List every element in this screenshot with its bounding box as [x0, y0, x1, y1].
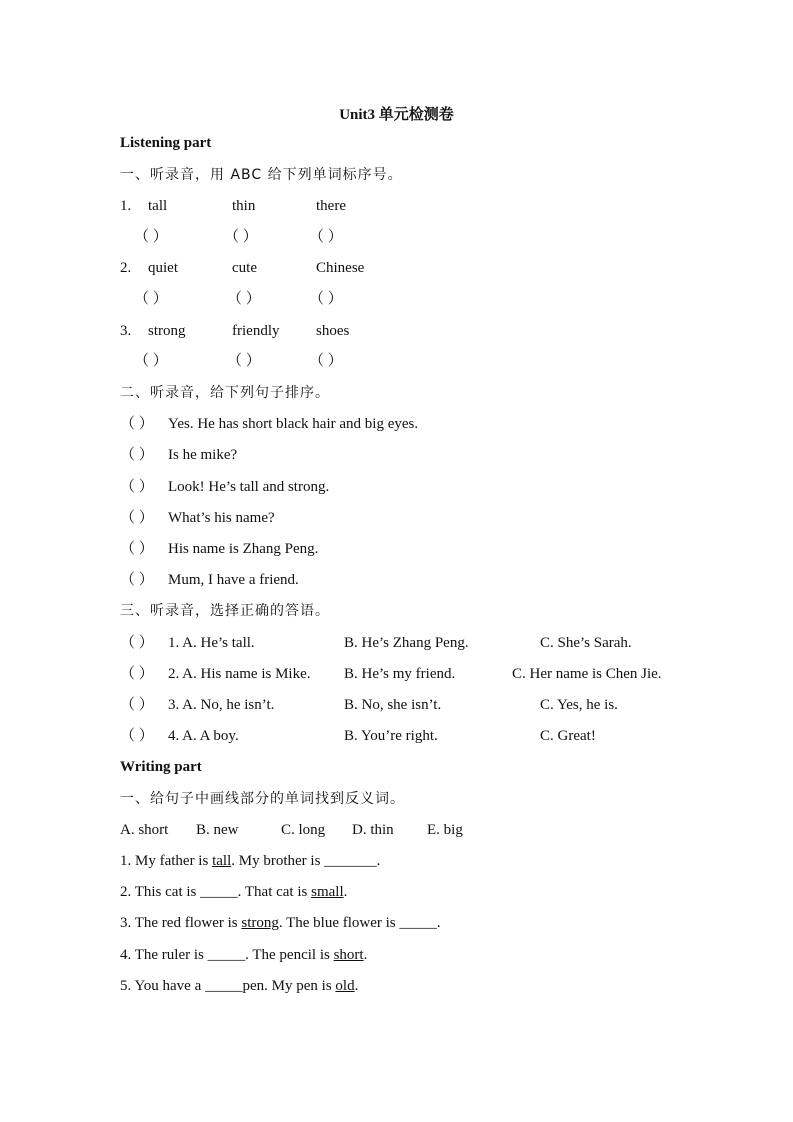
fill-blank[interactable]: _____ — [399, 915, 437, 931]
row-number: 1. — [120, 198, 132, 214]
underlined-word: tall — [212, 853, 232, 869]
word: shoes — [316, 323, 350, 339]
writing-instruction: 一、给句子中画线部分的单词找到反义词。 — [120, 791, 405, 807]
option-b: B. He’s Zhang Peng. — [344, 635, 469, 651]
answer-blank[interactable]: （ ） — [134, 229, 168, 245]
order-blank[interactable]: （ ） — [120, 447, 154, 463]
underlined-word: small — [311, 884, 344, 900]
word: cute — [232, 260, 257, 276]
choice-blank[interactable]: （ ） — [120, 666, 154, 682]
underlined-word: strong — [241, 915, 279, 931]
answer-blank[interactable]: （ ） — [309, 229, 343, 245]
row-number: 2. — [120, 260, 132, 276]
option-c: C. Great! — [540, 728, 596, 744]
option-a: 4. A. A boy. — [168, 728, 239, 744]
word: tall — [148, 198, 168, 214]
writing-heading: Writing part — [120, 759, 202, 775]
answer-blank[interactable]: （ ） — [227, 291, 261, 307]
section1-instruction: 一、听录音，用 ABC 给下列单词标序号。 — [120, 167, 403, 183]
sentence: Yes. He has short black hair and big eyes. — [168, 416, 419, 432]
choice-blank[interactable]: （ ） — [120, 728, 154, 744]
row-number: 3. — [120, 323, 132, 339]
fill-blank[interactable]: _______ — [324, 853, 377, 869]
fill-sentence: 2. This cat is _____. That cat is small. — [120, 884, 348, 900]
sentence: What’s his name? — [168, 510, 275, 526]
option-word: E. big — [427, 822, 463, 838]
word: strong — [148, 323, 186, 339]
answer-blank[interactable]: （ ） — [309, 353, 343, 369]
fill-sentence: 5. You have a _____pen. My pen is old. — [120, 978, 359, 994]
fill-sentence: 3. The red flower is strong. The blue flower is _____. — [120, 915, 441, 931]
listening-heading: Listening part — [120, 135, 212, 151]
option-a: 2. A. His name is Mike. — [168, 666, 311, 682]
answer-blank[interactable]: （ ） — [227, 353, 261, 369]
sentence: His name is Zhang Peng. — [168, 541, 319, 557]
option-b: B. He’s my friend. — [344, 666, 456, 682]
section2-instruction: 二、听录音，给下列句子排序。 — [120, 385, 330, 401]
answer-blank[interactable]: （ ） — [224, 229, 258, 245]
option-b: B. No, she isn’t. — [344, 697, 442, 713]
option-a: 1. A. He’s tall. — [168, 635, 255, 651]
underlined-word: short — [333, 947, 364, 963]
option-c: C. Her name is Chen Jie. — [512, 666, 662, 682]
word: there — [316, 198, 346, 214]
option-word: D. thin — [352, 822, 394, 838]
page-title: Unit3 单元检测卷 — [339, 107, 454, 123]
option-b: B. You’re right. — [344, 728, 438, 744]
word: Chinese — [316, 260, 365, 276]
option-c: C. She’s Sarah. — [540, 635, 632, 651]
answer-blank[interactable]: （ ） — [309, 291, 343, 307]
fill-sentence: 1. My father is tall. My brother is _______. — [120, 853, 381, 869]
section3-instruction: 三、听录音，选择正确的答语。 — [120, 603, 330, 619]
sentence: Look! He’s tall and strong. — [168, 479, 330, 495]
option-word: B. new — [196, 822, 239, 838]
option-word: A. short — [120, 822, 169, 838]
order-blank[interactable]: （ ） — [120, 541, 154, 557]
sentence: Mum, I have a friend. — [168, 572, 299, 588]
choice-blank[interactable]: （ ） — [120, 697, 154, 713]
order-blank[interactable]: （ ） — [120, 416, 154, 432]
order-blank[interactable]: （ ） — [120, 572, 154, 588]
word: thin — [232, 198, 256, 214]
answer-blank[interactable]: （ ） — [134, 353, 168, 369]
order-blank[interactable]: （ ） — [120, 510, 154, 526]
fill-blank[interactable]: _____ — [200, 884, 238, 900]
word: quiet — [148, 260, 178, 276]
fill-sentence: 4. The ruler is _____. The pencil is short. — [120, 947, 368, 963]
option-c: C. Yes, he is. — [540, 697, 618, 713]
underlined-word: old — [335, 978, 355, 994]
choice-blank[interactable]: （ ） — [120, 635, 154, 651]
sentence: Is he mike? — [168, 447, 238, 463]
option-a: 3. A. No, he isn’t. — [168, 697, 275, 713]
answer-blank[interactable]: （ ） — [134, 291, 168, 307]
option-word: C. long — [281, 822, 326, 838]
word: friendly — [232, 323, 280, 339]
fill-blank[interactable]: _____ — [205, 978, 243, 994]
order-blank[interactable]: （ ） — [120, 479, 154, 495]
fill-blank[interactable]: _____ — [207, 947, 246, 963]
